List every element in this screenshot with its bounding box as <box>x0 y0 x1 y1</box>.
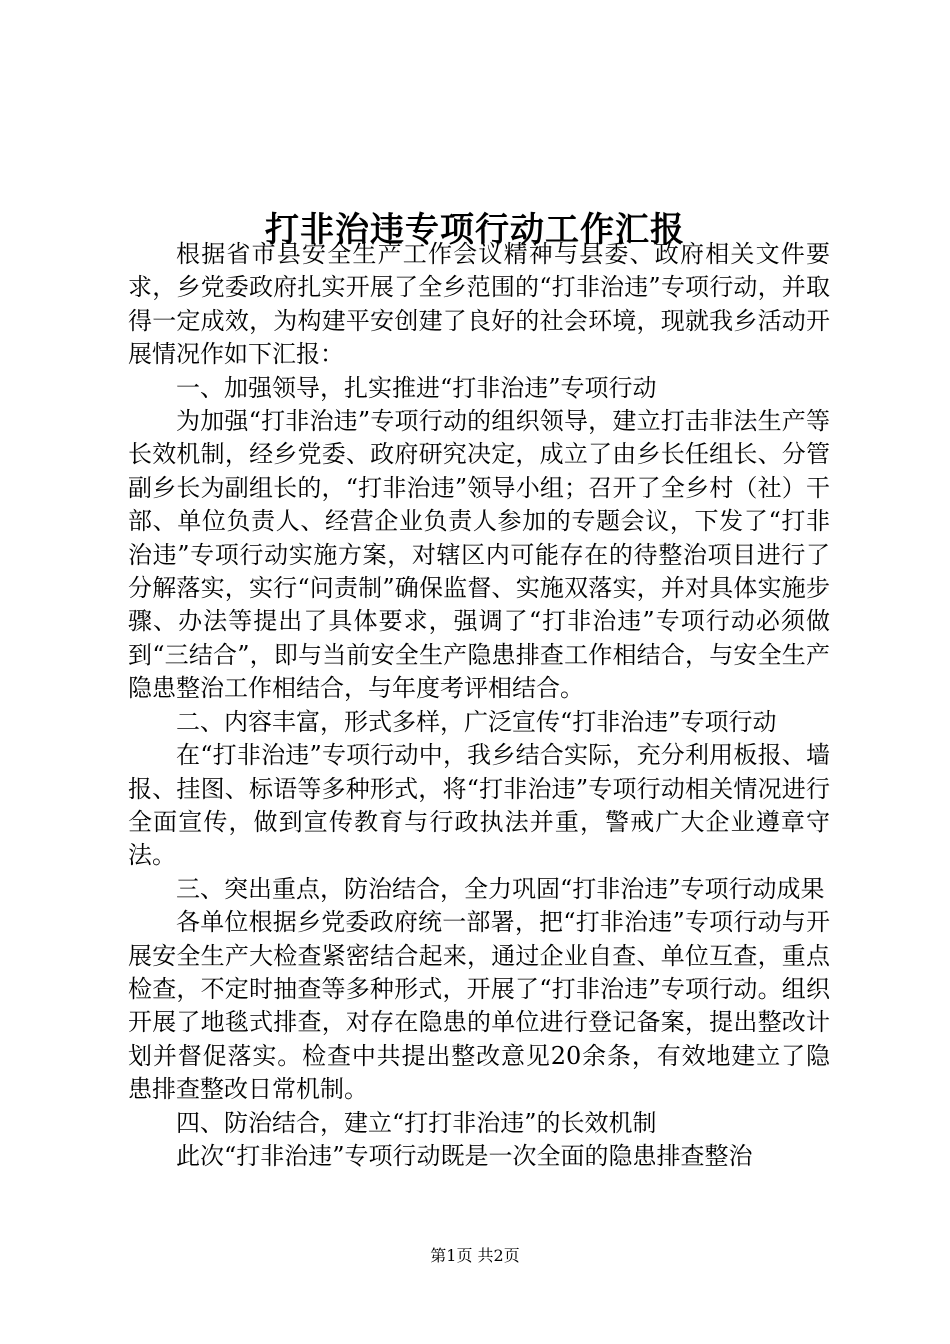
paragraph-section-3: 各单位根据乡党委政府统一部署，把“打非治违”专项行动与开展安全生产大检查紧密结合起来，通过企业自查、单位互查，重点检查，不定时抽查等多种形式，开展了“打非治违”专项行动。组织开展了地毯式排查，对存在隐患的单位进行登记备案，提出整改计划并督促落实。检查中共提出整改意见20余条，有效地建立了隐患排查整改日常机制。 <box>128 908 830 1104</box>
paragraph-intro: 根据省市县安全生产工作会议精神与县委、政府相关文件要求，乡党委政府扎实开展了全乡范围的“打非治违”专项行动，并取得一定成效，为构建平安创建了良好的社会环境，现就我乡活动开展情况作如下汇报： <box>128 240 830 369</box>
page-number-footer: 第1页 共2页 <box>430 1246 520 1265</box>
section-heading-3: 三、突出重点，防治结合，全力巩固“打非治违”专项行动成果 <box>176 874 825 903</box>
paragraph-section-2: 在“打非治违”专项行动中，我乡结合实际，充分利用板报、墙报、挂图、标语等多种形式，将“打非治违”专项行动相关情况进行全面宣传，做到宣传教育与行政执法并重，警戒广大企业遵章守法。 <box>128 741 830 870</box>
document-body <box>128 238 830 1173</box>
section-heading-4: 四、防治结合，建立“打打非治违”的长效机制 <box>176 1108 657 1137</box>
paragraph-section-1: 为加强“打非治违”专项行动的组织领导，建立打击非法生产等长效机制，经乡党委、政府研究决定，成立了由乡长任组长、分管副乡长为副组长的，“打非治违”领导小组；召开了全乡村（社）干部、单位负责人、经营企业负责人参加的专题会议，下发了“打非治违”专项行动实施方案，对辖区内可能存在的待整治项目进行了分解落实，实行“问责制”确保监督、实施双落实，并对具体实施步骤、办法等提出了具体要求，强调了“打非治违”专项行动必须做到“三结合”，即与当前安全生产隐患排查工作相结合，与安全生产隐患整治工作相结合，与年度考评相结合。 <box>128 407 830 703</box>
section-heading-1: 一、加强领导，扎实推进“打非治违”专项行动 <box>176 373 657 402</box>
section-heading-2: 二、内容丰富，形式多样，广泛宣传“打非治违”专项行动 <box>176 707 777 736</box>
paragraph-section-4: 此次“打非治违”专项行动既是一次全面的隐患排查整治 <box>176 1141 753 1170</box>
document-title: 打非治违专项行动工作汇报 <box>265 209 685 250</box>
